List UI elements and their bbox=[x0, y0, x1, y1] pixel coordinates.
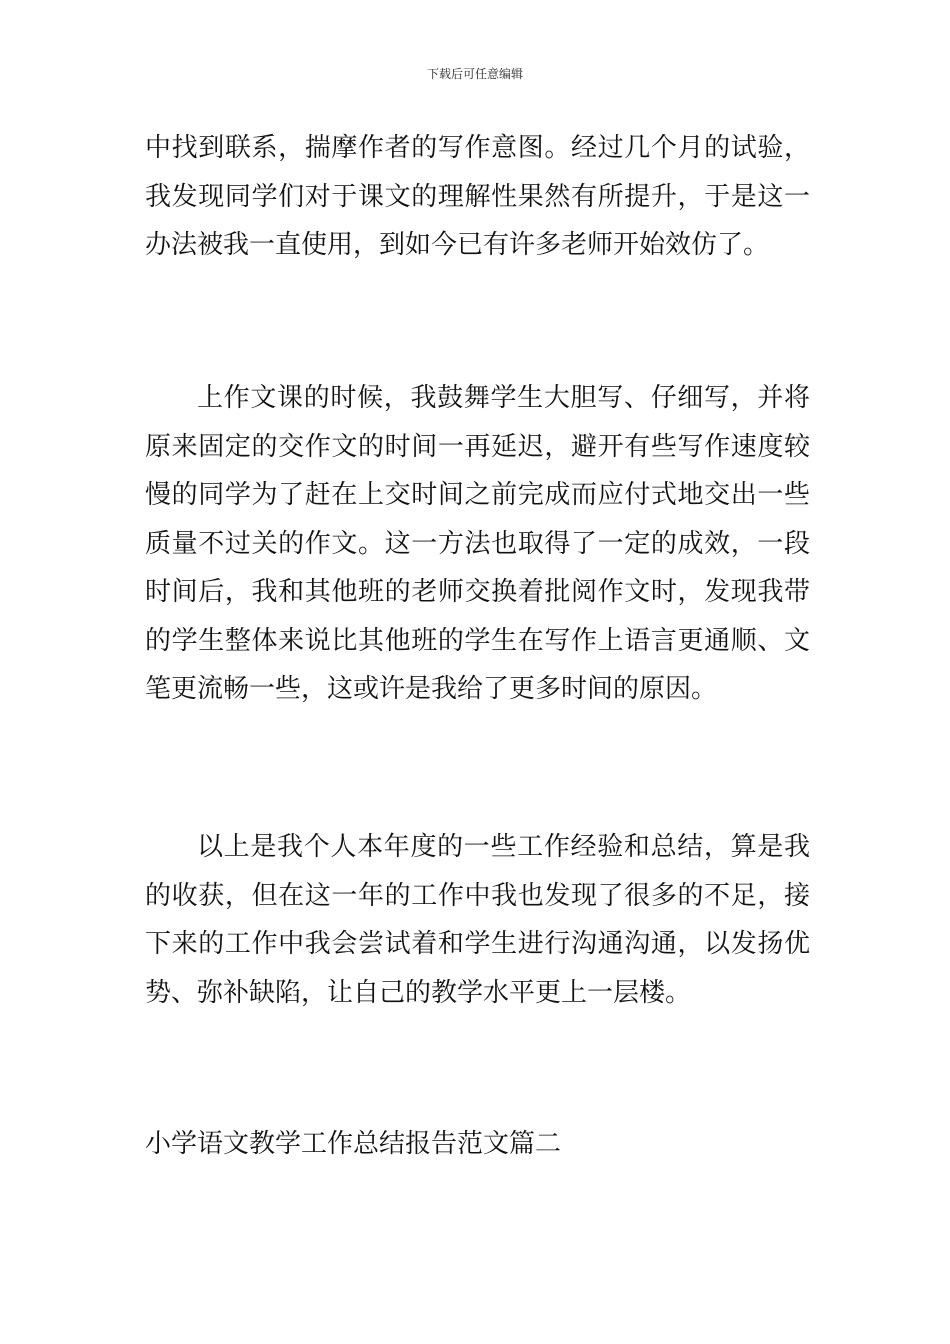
page-header: 下载后可任意编辑 bbox=[426, 67, 523, 81]
paragraph-summary: 以上是我个人本年度的一些工作经验和总结，算是我的收获，但在这一年的工作中我也发现了很多的不足，接下来的工作中我会尝试着和学生进行沟通沟通，以发扬优势、弥补缺陷，让自己的教学水平更上一层楼。 bbox=[145, 832, 810, 1008]
paragraph-continuation: 中找到联系，揣摩作者的写作意图。经过几个月的试验，我发现同学们对于课文的理解性果然有所提升，于是这一办法被我一直使用，到如今已有许多老师开始效仿了。 bbox=[145, 133, 810, 260]
section-title: 小学语文教学工作总结报告范文篇二 bbox=[145, 1129, 562, 1159]
paragraph-composition-class: 上作文课的时候，我鼓舞学生大胆写、仔细写，并将原来固定的交作文的时间一再延迟，避开有些写作速度较慢的同学为了赶在上交时间之前完成而应付式地交出一些质量不过关的作文。这一方法也取得了一定的成效，一段时间后，我和其他班的老师交换着批阅作文时，发现我带的学生整体来说比其他班的学生在写作上语言更通顺、文笔更流畅一些，这或许是我给了更多时间的原因。 bbox=[145, 383, 810, 704]
